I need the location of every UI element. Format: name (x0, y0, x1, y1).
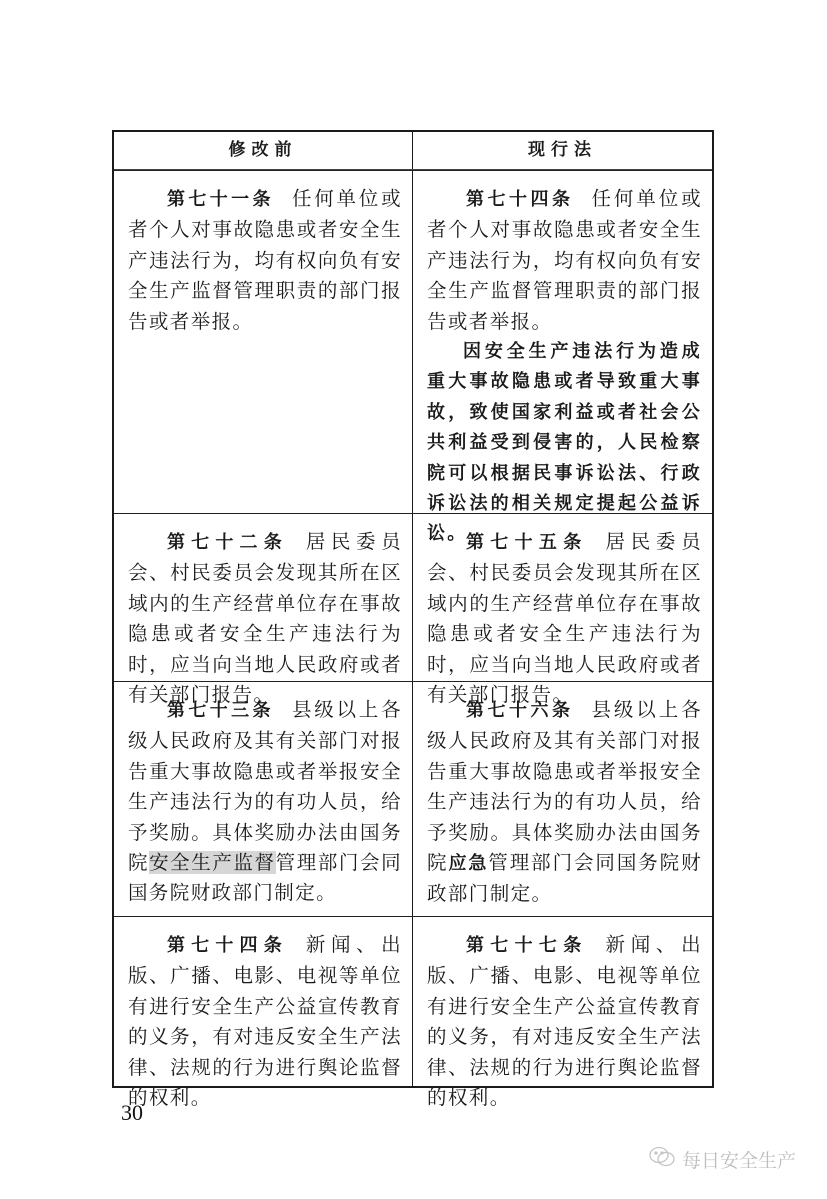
article-paragraph (427, 184, 702, 337)
header-current-law: 现行法 (528, 140, 597, 161)
emphasized-new-text: 应急 (448, 853, 489, 875)
comparison-table (112, 130, 714, 1110)
header-before-revision: 修改前 (114, 132, 413, 169)
article-paragraph (128, 930, 402, 1113)
highlighted-deleted-text: 安全生产监督 (149, 851, 276, 875)
cell-before (114, 171, 413, 513)
article-paragraph (427, 930, 702, 1113)
article-text: 管理部门会同国务院财政部门制定。 (427, 851, 702, 906)
table-row (114, 681, 712, 916)
cell-before (114, 917, 413, 1110)
article-paragraph (128, 184, 402, 337)
article-text: 管理部门会同国务院财政部门制定。 (128, 851, 402, 905)
article-number: 第七十三条 (167, 700, 274, 721)
table-row (114, 513, 712, 707)
article-text: 新闻、出版、广播、电影、电视等单位有进行安全生产公益宣传教育的义务，有对违反安全生产法律、法规的行为进行舆论监督的权利。 (427, 933, 702, 1110)
table-row (114, 916, 712, 1110)
article-number: 第七十四条 (167, 935, 288, 956)
article-text: 新闻、出版、广播、电影、电视等单位有进行安全生产公益宣传教育的义务，有对违反安全生产法律、法规的行为进行舆论监督的权利。 (128, 933, 402, 1110)
page-number: 30 (121, 1100, 143, 1125)
article-text: 居民委员会、村民委员会发现其所在区域内的生产经营单位存在事故隐患或者安全生产违法行为时，应当向当地人民政府或者有关部门报告。 (128, 530, 402, 707)
article-paragraph (128, 695, 402, 909)
article-number: 第七十五条 (466, 532, 588, 553)
article-text: 居民委员会、村民委员会发现其所在区域内的生产经营单位存在事故隐患或者安全生产违法行为时，应当向当地人民政府或者有关部门报告。 (427, 530, 702, 707)
wechat-icon (648, 1145, 676, 1174)
added-paragraph: 因安全生产违法行为造成重大事故隐患或者导致重大事故，致使国家利益或者社会公共利益受到侵害的，人民检察院可以根据民事诉讼法、行政诉讼法的相关规定提起公益诉讼。 (427, 341, 702, 545)
article-number: 第七十一条 (167, 189, 274, 210)
article-number: 第七十六条 (466, 700, 574, 721)
article-text: 任何单位或者个人对事故隐患或者安全生产违法行为，均有权向负有安全生产监督管理职责的部门报告或者举报。 (128, 187, 402, 333)
article-text: 任何单位或者个人对事故隐患或者安全生产违法行为，均有权向负有安全生产监督管理职责的部门报告或者举报。 (427, 187, 702, 333)
watermark (648, 1145, 796, 1174)
article-number: 第七十四条 (466, 189, 574, 210)
cell-current (413, 682, 712, 916)
article-number: 第七十七条 (466, 935, 588, 956)
cell-current (413, 514, 712, 707)
cell-before (114, 682, 413, 916)
article-paragraph (427, 695, 702, 910)
table-header-row (114, 132, 712, 170)
article-number: 第七十二条 (167, 532, 288, 553)
watermark-text: 每日安全生产 (682, 1150, 797, 1172)
cell-before (114, 514, 413, 707)
article-text: 县级以上各级人民政府及其有关部门对报告重大事故隐患或者举报安全生产违法行为的有功人员，给予奖励。具体奖励办法由国务院 (427, 698, 702, 875)
cell-current (413, 917, 712, 1110)
article-text: 县级以上各级人民政府及其有关部门对报告重大事故隐患或者举报安全生产违法行为的有功人员，给予奖励。具体奖励办法由国务院 (128, 698, 402, 875)
